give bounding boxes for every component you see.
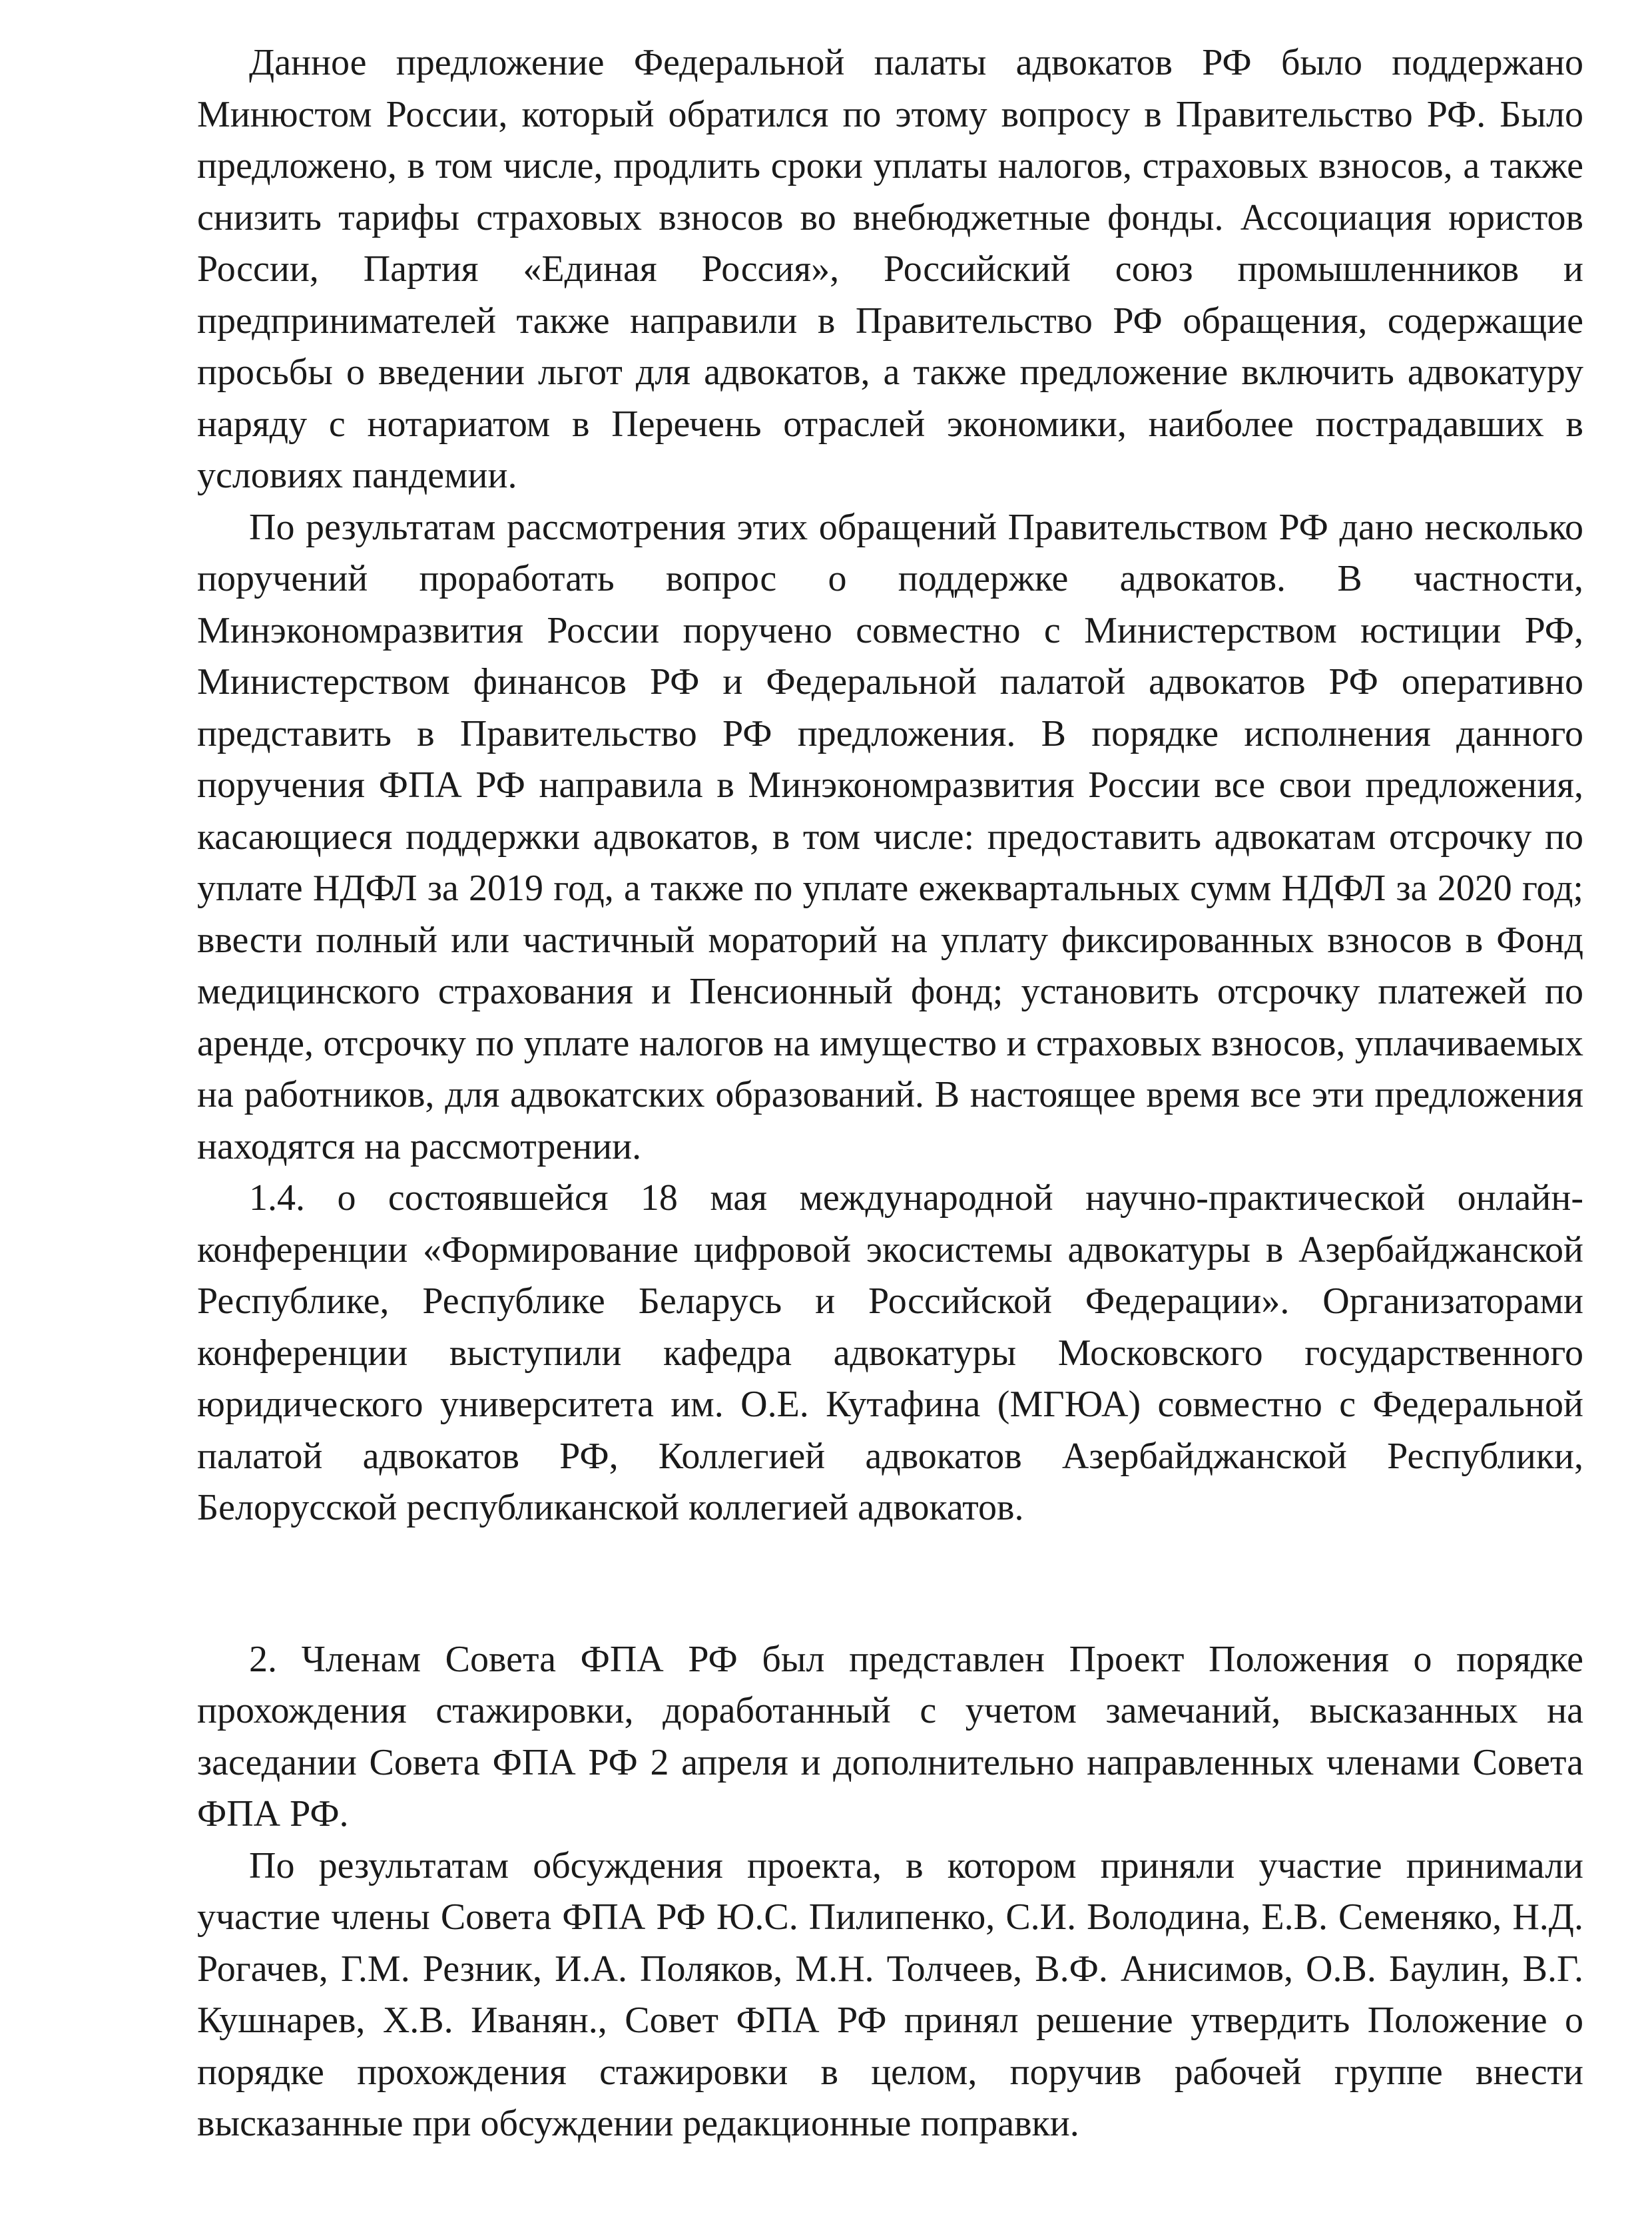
paragraph-government-instructions: По результатам рассмотрения этих обращений Правительством РФ дано несколько поручений проработать вопрос о поддержке адвокатов. В частности, Минэкономразвития России поручено совместно с Министерством юстиции РФ, Министерством финансов РФ и Федеральной палатой адвокатов РФ оперативно представить в Правительство РФ предложения. В порядке исполнения данного поручения ФПА РФ направила в Минэкономразвития России все свои предложения, касающиеся поддержки адвокатов, в том числе: предоставить адвокатам отсрочку по уплате НДФЛ за 2019 год, а также по уплате ежеквартальных сумм НДФЛ за 2020 год; ввести полный или частичный мораторий на уплату фиксированных взносов в Фонд медицинского страхования и Пенсионный фонд; установить отсрочку платежей по аренде, отсрочку по уплате налогов на имущество и страховых взносов, уплачиваемых на работников, для адвокатских образований. В настоящее время все эти предложения находятся на рассмотрении.	[197, 506, 1583, 1167]
paragraph-online-conference: 1.4. о состоявшейся 18 мая международной научно-практической онлайн-конференции «Формирование цифровой экосистемы адвокатуры в Азербайджанской Республике, Республике Беларусь и Российской Федерации». Организаторами конференции выступили кафедра адвокатуры Московского государственного юридического университета им. О.Е. Кутафина (МГЮА) совместно с Федеральной палатой адвокатов РФ, Коллегией адвокатов Азербайджанской Республики, Белорусской республиканской коллегией адвокатов.	[197, 1177, 1583, 1528]
paragraph-fpa-proposal: Данное предложение Федеральной палаты адвокатов РФ было поддержано Минюстом России, который обратился по этому вопросу в Правительство РФ. Было предложено, в том числе, продлить сроки уплаты налогов, страховых взносов, а также снизить тарифы страховых взносов во внебюджетные фонды. Ассоциация юристов России, Партия «Единая Россия», Российский союз промышленников и предпринимателей также направили в Правительство РФ обращения, содержащие просьбы о введении льгот для адвокатов, а также предложение включить адвокатуру наряду с нотариатом в Перечень отраслей экономики, наиболее пострадавших в условиях пандемии.	[197, 42, 1583, 496]
document-page	[197, 37, 1583, 2150]
paragraph-spacer	[197, 1534, 1583, 1634]
paragraph-internship-draft: 2. Членам Совета ФПА РФ был представлен Проект Положения о порядке прохождения стажировки, доработанный с учетом замечаний, высказанных на заседании Совета ФПА РФ 2 апреля и дополнительно направленных членами Совета ФПА РФ.	[197, 1638, 1583, 1834]
paragraph-council-decision: По результатам обсуждения проекта, в котором приняли участие принимали участие члены Совета ФПА РФ Ю.С. Пилипенко, С.И. Володина, Е.В. Семеняко, Н.Д. Рогачев, Г.М. Резник, И.А. Поляков, М.Н. Толчеев, В.Ф. Анисимов, О.В. Баулин, В.Г. Кушнарев, Х.В. Иванян., Совет ФПА РФ принял решение утвердить Положение о порядке прохождения стажировки в целом, поручив рабочей группе внести высказанные при обсуждении редакционные поправки.	[197, 1844, 1583, 2144]
